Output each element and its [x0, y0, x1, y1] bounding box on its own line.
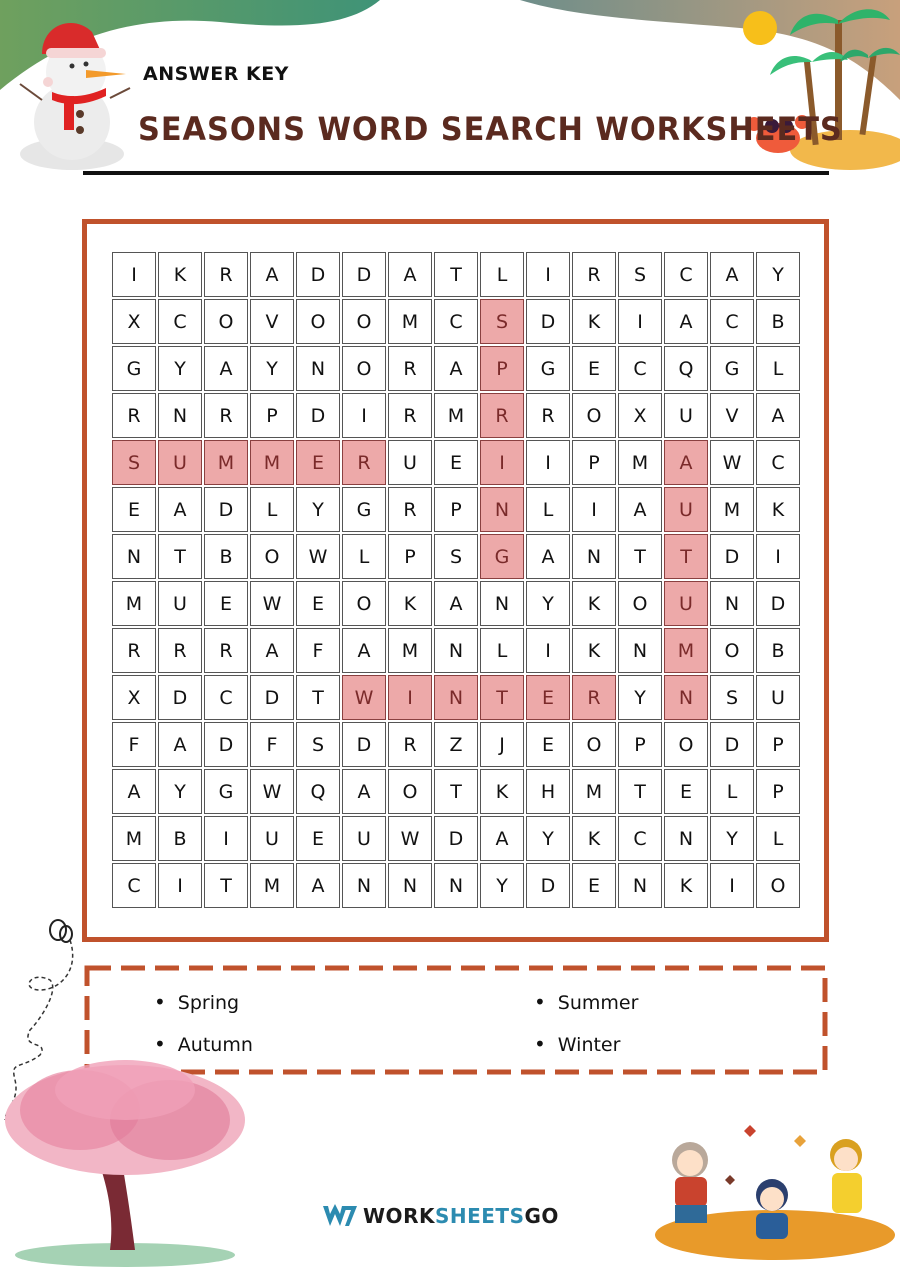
grid-cell: Q — [296, 769, 340, 814]
grid-cell: N — [388, 863, 432, 908]
grid-cell: E — [296, 816, 340, 861]
grid-cell: N — [112, 534, 156, 579]
grid-cell: A — [526, 534, 570, 579]
grid-cell: S — [296, 722, 340, 767]
grid-cell: L — [250, 487, 294, 532]
grid-cell: F — [250, 722, 294, 767]
grid-cell: O — [572, 722, 616, 767]
snowman-illustration — [14, 14, 134, 174]
grid-cell: Q — [664, 346, 708, 391]
grid-cell-highlighted: R — [480, 393, 524, 438]
grid-cell: K — [480, 769, 524, 814]
grid-cell: E — [526, 722, 570, 767]
grid-cell: G — [342, 487, 386, 532]
grid-cell: S — [434, 534, 478, 579]
grid-cell: E — [434, 440, 478, 485]
grid-cell: T — [618, 534, 662, 579]
grid-cell-highlighted: A — [664, 440, 708, 485]
grid-cell: C — [756, 440, 800, 485]
grid-cell: E — [296, 581, 340, 626]
grid-cell-highlighted: M — [664, 628, 708, 673]
grid-cell: D — [710, 722, 754, 767]
grid-cell: O — [756, 863, 800, 908]
grid-cell: A — [158, 722, 202, 767]
grid-cell: L — [480, 628, 524, 673]
grid-cell: M — [388, 299, 432, 344]
grid-cell: R — [572, 252, 616, 297]
grid-cell: D — [250, 675, 294, 720]
grid-cell: U — [664, 393, 708, 438]
grid-cell: P — [250, 393, 294, 438]
grid-cell: B — [756, 628, 800, 673]
grid-cell: Y — [526, 816, 570, 861]
grid-cell: N — [342, 863, 386, 908]
grid-cell: D — [526, 863, 570, 908]
answer-key-label: ANSWER KEY — [143, 63, 289, 85]
grid-cell-highlighted: R — [342, 440, 386, 485]
grid-cell: K — [158, 252, 202, 297]
grid-cell-highlighted: U — [664, 487, 708, 532]
grid-cell: I — [342, 393, 386, 438]
grid-cell: W — [296, 534, 340, 579]
grid-cell: O — [618, 581, 662, 626]
grid-cell: C — [434, 299, 478, 344]
grid-cell: I — [710, 863, 754, 908]
grid-cell: A — [756, 393, 800, 438]
grid-cell: F — [296, 628, 340, 673]
grid-cell: O — [664, 722, 708, 767]
logo-text-work: WORK — [363, 1204, 435, 1228]
grid-cell: N — [572, 534, 616, 579]
grid-cell-highlighted: M — [250, 440, 294, 485]
grid-cell: U — [342, 816, 386, 861]
grid-cell: K — [388, 581, 432, 626]
grid-cell-highlighted: N — [480, 487, 524, 532]
grid-cell: T — [296, 675, 340, 720]
grid-cell: D — [158, 675, 202, 720]
grid-cell: P — [388, 534, 432, 579]
grid-cell: A — [388, 252, 432, 297]
grid-cell: L — [756, 816, 800, 861]
grid-cell: G — [112, 346, 156, 391]
grid-cell-highlighted: T — [480, 675, 524, 720]
grid-cell: I — [526, 440, 570, 485]
grid-cell: R — [158, 628, 202, 673]
grid-cell: Y — [158, 346, 202, 391]
grid-cell: O — [388, 769, 432, 814]
grid-cell: D — [204, 487, 248, 532]
grid-cell: Z — [434, 722, 478, 767]
word-bank-item: • Spring — [154, 990, 239, 1014]
grid-cell: A — [112, 769, 156, 814]
title-underline — [83, 171, 829, 175]
grid-cell: A — [342, 628, 386, 673]
grid-cell: I — [526, 252, 570, 297]
grid-cell-highlighted: M — [204, 440, 248, 485]
grid-cell: Y — [296, 487, 340, 532]
grid-cell-highlighted: E — [296, 440, 340, 485]
grid-cell: V — [710, 393, 754, 438]
grid-cell-highlighted: S — [480, 299, 524, 344]
grid-cell: Y — [158, 769, 202, 814]
grid-cell-highlighted: U — [158, 440, 202, 485]
grid-cell-highlighted: W — [342, 675, 386, 720]
grid-cell: A — [158, 487, 202, 532]
grid-cell: D — [296, 393, 340, 438]
grid-cell: L — [526, 487, 570, 532]
grid-cell: P — [572, 440, 616, 485]
grid-cell: I — [572, 487, 616, 532]
word-search-grid — [112, 252, 800, 908]
grid-cell: D — [756, 581, 800, 626]
grid-cell: K — [756, 487, 800, 532]
grid-cell: X — [112, 299, 156, 344]
grid-cell: K — [664, 863, 708, 908]
page-title: SEASONS WORD SEARCH WORKSHEETS — [138, 110, 843, 148]
worksheetsgo-logo — [323, 1204, 559, 1228]
grid-cell: L — [480, 252, 524, 297]
grid-cell: P — [756, 722, 800, 767]
grid-cell: O — [710, 628, 754, 673]
grid-cell: A — [296, 863, 340, 908]
grid-cell: O — [296, 299, 340, 344]
grid-cell: R — [112, 393, 156, 438]
grid-cell: N — [434, 863, 478, 908]
grid-cell: I — [618, 299, 662, 344]
grid-cell: W — [250, 769, 294, 814]
grid-cell: K — [572, 299, 616, 344]
grid-cell: N — [296, 346, 340, 391]
grid-cell: R — [388, 487, 432, 532]
grid-cell: B — [756, 299, 800, 344]
grid-cell: U — [756, 675, 800, 720]
grid-cell: T — [434, 252, 478, 297]
grid-cell: M — [250, 863, 294, 908]
grid-cell: M — [112, 816, 156, 861]
grid-cell: C — [618, 816, 662, 861]
grid-cell: S — [710, 675, 754, 720]
grid-cell: T — [434, 769, 478, 814]
word-bank-item: • Winter — [534, 1032, 620, 1056]
grid-cell: N — [480, 581, 524, 626]
grid-cell: G — [710, 346, 754, 391]
grid-cell: A — [434, 581, 478, 626]
grid-cell: X — [618, 393, 662, 438]
grid-cell: P — [434, 487, 478, 532]
grid-cell: J — [480, 722, 524, 767]
cherry-blossom-tree-illustration — [0, 1050, 250, 1274]
grid-cell: N — [158, 393, 202, 438]
grid-cell: C — [710, 299, 754, 344]
grid-cell: D — [342, 722, 386, 767]
grid-cell-highlighted: P — [480, 346, 524, 391]
grid-cell: C — [112, 863, 156, 908]
grid-cell-highlighted: G — [480, 534, 524, 579]
grid-cell: C — [664, 252, 708, 297]
grid-cell: O — [572, 393, 616, 438]
grid-cell: M — [434, 393, 478, 438]
grid-cell-highlighted: T — [664, 534, 708, 579]
autumn-kids-illustration — [650, 1115, 900, 1265]
grid-cell-highlighted: N — [664, 675, 708, 720]
grid-cell: M — [618, 440, 662, 485]
grid-cell: T — [618, 769, 662, 814]
grid-cell: D — [710, 534, 754, 579]
grid-cell: W — [710, 440, 754, 485]
grid-cell: R — [388, 722, 432, 767]
grid-cell: L — [710, 769, 754, 814]
grid-cell: X — [112, 675, 156, 720]
grid-cell: C — [158, 299, 202, 344]
grid-cell: I — [526, 628, 570, 673]
grid-cell: M — [112, 581, 156, 626]
grid-cell: A — [710, 252, 754, 297]
grid-cell: B — [158, 816, 202, 861]
grid-cell: R — [204, 628, 248, 673]
grid-cell: D — [296, 252, 340, 297]
grid-cell: U — [158, 581, 202, 626]
grid-cell: A — [250, 252, 294, 297]
grid-cell: W — [388, 816, 432, 861]
grid-cell: O — [342, 346, 386, 391]
grid-cell: D — [342, 252, 386, 297]
logo-text-go: GO — [524, 1204, 559, 1228]
grid-cell: A — [480, 816, 524, 861]
grid-cell: I — [204, 816, 248, 861]
grid-cell: O — [204, 299, 248, 344]
grid-cell: Y — [710, 816, 754, 861]
grid-cell: E — [664, 769, 708, 814]
grid-cell: K — [572, 816, 616, 861]
grid-cell: T — [158, 534, 202, 579]
grid-cell: A — [204, 346, 248, 391]
grid-cell: E — [572, 346, 616, 391]
grid-cell: C — [618, 346, 662, 391]
grid-cell-highlighted: N — [434, 675, 478, 720]
grid-cell: F — [112, 722, 156, 767]
grid-cell: A — [434, 346, 478, 391]
grid-cell: G — [526, 346, 570, 391]
grid-cell: M — [572, 769, 616, 814]
worksheetsgo-logo-icon — [323, 1204, 357, 1228]
grid-cell: R — [204, 393, 248, 438]
grid-cell: Y — [526, 581, 570, 626]
grid-cell-highlighted: E — [526, 675, 570, 720]
grid-cell: V — [250, 299, 294, 344]
grid-cell: L — [756, 346, 800, 391]
word-bank-item: • Autumn — [154, 1032, 253, 1056]
grid-cell-highlighted: R — [572, 675, 616, 720]
grid-cell-highlighted: I — [480, 440, 524, 485]
grid-cell: S — [618, 252, 662, 297]
word-bank-item: • Summer — [534, 990, 638, 1014]
grid-cell-highlighted: U — [664, 581, 708, 626]
grid-cell: E — [112, 487, 156, 532]
grid-cell: I — [158, 863, 202, 908]
grid-cell: D — [526, 299, 570, 344]
grid-cell: I — [112, 252, 156, 297]
grid-cell: P — [756, 769, 800, 814]
grid-cell: N — [664, 816, 708, 861]
grid-cell: O — [342, 581, 386, 626]
grid-cell: R — [204, 252, 248, 297]
grid-cell: I — [756, 534, 800, 579]
grid-cell: T — [204, 863, 248, 908]
grid-cell: U — [250, 816, 294, 861]
grid-cell: R — [526, 393, 570, 438]
grid-cell: Y — [756, 252, 800, 297]
grid-cell: G — [204, 769, 248, 814]
grid-cell: R — [388, 346, 432, 391]
grid-cell: N — [618, 863, 662, 908]
grid-cell: L — [342, 534, 386, 579]
grid-cell: Y — [480, 863, 524, 908]
grid-cell: O — [250, 534, 294, 579]
grid-cell-highlighted: I — [388, 675, 432, 720]
grid-cell: K — [572, 581, 616, 626]
grid-cell: E — [204, 581, 248, 626]
grid-cell: A — [342, 769, 386, 814]
grid-cell: A — [664, 299, 708, 344]
grid-cell: M — [388, 628, 432, 673]
grid-cell: M — [710, 487, 754, 532]
grid-cell: N — [710, 581, 754, 626]
grid-cell: D — [434, 816, 478, 861]
grid-cell: W — [250, 581, 294, 626]
grid-cell: Y — [618, 675, 662, 720]
grid-cell: R — [388, 393, 432, 438]
grid-cell: P — [618, 722, 662, 767]
grid-cell: N — [434, 628, 478, 673]
grid-cell: A — [250, 628, 294, 673]
grid-cell-highlighted: S — [112, 440, 156, 485]
grid-cell: D — [204, 722, 248, 767]
grid-cell: U — [388, 440, 432, 485]
grid-cell: R — [112, 628, 156, 673]
grid-cell: O — [342, 299, 386, 344]
grid-cell: E — [572, 863, 616, 908]
grid-cell: H — [526, 769, 570, 814]
grid-cell: A — [618, 487, 662, 532]
grid-cell: B — [204, 534, 248, 579]
grid-cell: N — [618, 628, 662, 673]
logo-text-sheets: SHEETS — [434, 1204, 525, 1228]
grid-cell: Y — [250, 346, 294, 391]
grid-cell: C — [204, 675, 248, 720]
grid-cell: K — [572, 628, 616, 673]
